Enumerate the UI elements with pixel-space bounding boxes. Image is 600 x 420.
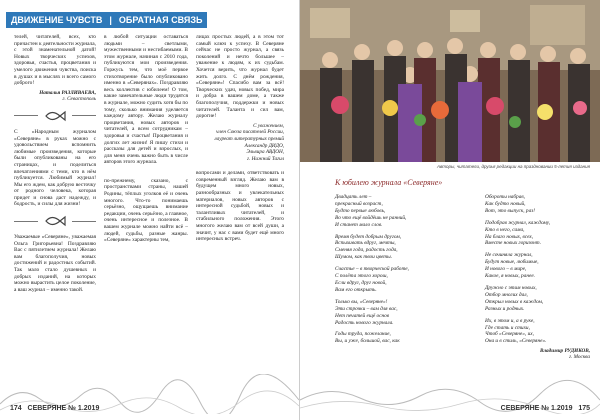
left-column-3 bbox=[196, 34, 284, 384]
poem-line: Обороты набрав, bbox=[485, 194, 525, 200]
signature-line: член Союза писателей России, bbox=[216, 129, 284, 136]
poem-line: Вместе новых горизонт. bbox=[485, 240, 542, 247]
poem-column-1 bbox=[335, 194, 455, 350]
poem-line: Не сочиняла журнал, bbox=[485, 252, 533, 259]
photo-caption: Авторы, читатели, друзья редакции на праздновании 5-летия издания bbox=[436, 164, 590, 169]
group-photo bbox=[300, 0, 600, 162]
paragraph: по-прежнему, сказано, с пространствами страны, нашей Родины, тёплых уголков её и очень многого. Что-то понимаешь серьёзно, ощущаешь внимание редакции, очень серьёзно, а главное, очень интересное и полезное. В вашем журнале можно найти всё – людей, судьбы, разные жанры. «Северяне» характерны тем, bbox=[104, 177, 188, 244]
poem-line: Как будто новый, bbox=[485, 200, 526, 207]
stanza bbox=[485, 220, 595, 248]
poem-line: Годы труда, пожелание, bbox=[335, 331, 391, 338]
section-title-feedback: ОБРАТНАЯ СВЯЗЬ bbox=[114, 12, 208, 28]
poem-line: И станет мало слов. bbox=[335, 221, 383, 228]
page-number: 175 bbox=[578, 405, 590, 412]
poem-line: Она и в стиль, «Северяне». bbox=[485, 338, 547, 345]
poem-line: прекрасный возраст, bbox=[335, 200, 383, 207]
poem-line: Во что ещё войдёшь не ранний, bbox=[335, 214, 407, 221]
poem-line: Шумом, как твои цветы. bbox=[335, 254, 393, 261]
stanza bbox=[335, 299, 455, 327]
stanza bbox=[485, 194, 595, 215]
poem-line: Только вы, «Северяне»! bbox=[335, 298, 388, 305]
right-page bbox=[300, 0, 600, 420]
paragraph: Уважаемые «Северяне», уважаемая Ольга Григорьевна! Поздравляю Вас с пятилетием журнала! Желаю вам благополучия, новых достижений и радостных событий. Так мало стало душевных и добрых изданий, на которых можно вырастить целое поколение, а ваш журнал – именно такой. bbox=[14, 234, 96, 293]
poem-line: Вот, это выпуск, раз! bbox=[485, 207, 536, 214]
poem-line: Нет печатей ещё основ bbox=[335, 312, 390, 319]
poem-line: Сменяя года, радость года, bbox=[335, 247, 398, 254]
signature-name: Наталья РАЗЛИВАЕВА, bbox=[39, 89, 96, 96]
divider bbox=[14, 109, 96, 123]
poem-line: Вы, и уже, большой, вас, как bbox=[335, 338, 400, 345]
poem-line: Вспыхивать вдруг, мечты, bbox=[335, 240, 396, 247]
poem-line: Отбор многих дал, bbox=[485, 291, 528, 298]
page-number: 174 bbox=[10, 405, 22, 412]
fish-ornament-icon bbox=[44, 214, 66, 228]
poem-title: К юбилею журнала «Северяне» bbox=[335, 178, 443, 187]
poem-line: Чтоб «Северяне», их, bbox=[485, 331, 534, 338]
fish-ornament-icon bbox=[44, 109, 66, 123]
poem-line: Счастье – в творческой работе, bbox=[335, 266, 409, 273]
poem-line: Если вдруг, друг новой, bbox=[335, 279, 387, 286]
signature-line: г. Нижний Тагил bbox=[247, 155, 284, 162]
left-footer bbox=[10, 405, 99, 412]
paragraph: С «Народным журналом «Северяне» в руках можно с удовольствием вспомнить любимые произведения, которые были опубликованы на его страницах, и поделиться впечатлениями с теми, кто в нём публикуется. Любимый журнал! Мы его ждем, как добрую весточку от родного человека, которая придет и снова даст надежду, и бодрость, и силы для жизни! bbox=[14, 128, 96, 208]
poem-line: Кто в него, сама, bbox=[485, 226, 525, 233]
section-separator: | bbox=[107, 12, 114, 28]
stanza bbox=[335, 331, 455, 345]
poem-line: Открыл новых в каждом, bbox=[485, 298, 544, 305]
poem-line: Эти строчки – вам для вас, bbox=[335, 305, 398, 312]
stanza bbox=[335, 266, 455, 294]
signature bbox=[14, 90, 96, 103]
divider bbox=[14, 214, 96, 228]
signature-block bbox=[196, 123, 284, 163]
poem-line: Где стать и стихи, bbox=[485, 324, 530, 331]
right-footer bbox=[501, 405, 590, 412]
stanza bbox=[485, 285, 595, 313]
paragraph: вопросами и делами, ответствовать и современный взгляд. Желаю вам в будущем много новых, разнообразных и увлекательных материалов, новых авторов с интересной судьбой, новых и талантливых читателей, и стабильного положения. Этого многого желаю вам от всей души, а значит, у нас с вами будет ещё много интересных встреч. bbox=[196, 170, 284, 243]
poem-line: Разных и родных. bbox=[485, 305, 525, 312]
poem-line: Их, в этом и, а в руке, bbox=[485, 317, 535, 324]
paragraph: в любой ситуации оставаться людьми – светлыми, мужественными и несгибаемыми. В этом журнале, начиная с 2010 года, публикуются мои произведения. Горжусь тем, что моё первое стихотворение было опубликовано именно в «Северянах». Поздравляю весь коллектив с юбилеем! О том, какие замечательные люди трудятся в журнале, можно судить хотя бы по тому, сколько внимания уделяется каждому автору. Желаю журналу процветания, новых авторов и читателей, а всем сотрудникам – здоровья и счастья! Процветания и долгих лет жизни! Я пишу стихи и рассказы для детей и взрослых, и для меня очень важно быть в числе авторов этого журнала. bbox=[104, 34, 188, 166]
section-title-feelings: ДВИЖЕНИЕ ЧУВСТВ bbox=[6, 12, 107, 28]
stanza bbox=[335, 194, 455, 229]
poem-line: Радость нового журнала. bbox=[335, 319, 394, 326]
paragraph: телей, читателей, всех, кто причастен к деятельности журнала, с этой знаменательной датой! Новых творческих успехов, здоровья, счастья, процветания и умелого движения чувства, поиска в душах и в мыслях и всего самого доброго! bbox=[14, 34, 96, 87]
poem-line: На благо новых, всех, bbox=[485, 233, 534, 240]
signature-line: С уважением, bbox=[253, 122, 284, 129]
poem-line: Будто первые любовь, bbox=[335, 207, 386, 214]
poem-line: С полёта этого хорош, bbox=[335, 273, 388, 280]
left-column-1 bbox=[14, 34, 96, 384]
poem-line: И нового – в мире, bbox=[485, 266, 527, 273]
signature-line: Эльвира АВДОН, bbox=[246, 149, 284, 156]
poem-line: Будут новые, любимые, bbox=[485, 259, 539, 266]
poem-signature bbox=[500, 348, 590, 361]
magazine-issue: СЕВЕРЯНЕ № 1.2019 bbox=[27, 405, 100, 412]
stanza bbox=[485, 318, 595, 346]
author-name: Владимир РУДИКОВ, bbox=[539, 348, 590, 354]
poem-line: Вам его открыть. bbox=[335, 286, 377, 293]
stanza bbox=[485, 252, 595, 280]
signature-line: лауреат литературных премий bbox=[214, 135, 284, 142]
signature-city: г. Севастополь bbox=[62, 96, 96, 103]
paragraph: лицах простых людей, а в этом тот самый ключ к успеху. В Северяне сейчас не просто журнал, а связь поколений и нечто большее – уважение к людям, к их судьбам. Хочется верить, что журнал будет жить долго. С днём рождения, «Северяне»! Спасибо вам за всё! Творческих удач, новых побед, мира и добра в вашем доме, а также благополучия, поддержки и новых читателей. Таланта и сил вам, дорогие! bbox=[196, 34, 284, 120]
poem-line: Двадцать лет – bbox=[335, 194, 372, 200]
poem-column-2 bbox=[485, 194, 595, 350]
author-city: г. Москва bbox=[569, 354, 590, 361]
section-header bbox=[6, 12, 207, 28]
poem-line: Время будет добрым другом, bbox=[335, 233, 402, 240]
poem-line: Подобрав журнал, каждому, bbox=[485, 219, 551, 226]
magazine-issue: СЕВЕРЯНЕ № 1.2019 bbox=[500, 405, 573, 412]
poem-line: Дружно с этим новых, bbox=[485, 284, 537, 291]
signature-line: Александр ДИДО, bbox=[244, 142, 284, 149]
stanza bbox=[335, 234, 455, 262]
left-column-2 bbox=[104, 34, 188, 384]
poem-line: Какое, я новых, ранее. bbox=[485, 273, 535, 280]
